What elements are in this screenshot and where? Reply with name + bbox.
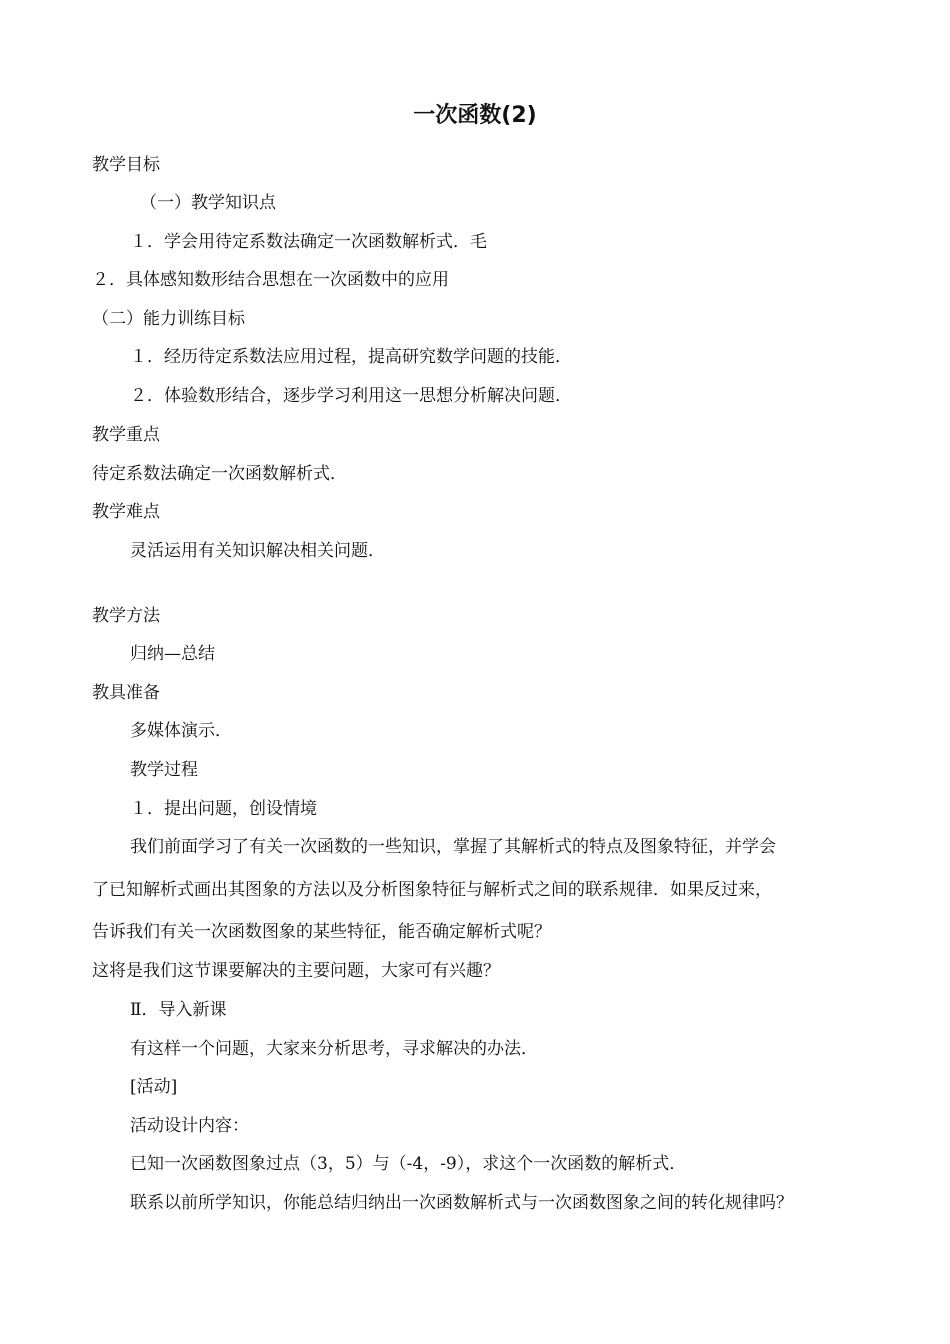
- subheading-ability-goals: （二）能力训练目标: [92, 309, 245, 329]
- subheading-knowledge-points: （一）教学知识点: [140, 193, 276, 213]
- text-line: Ⅱ．导入新课: [130, 1000, 227, 1020]
- text-line: 归纳—总结: [130, 644, 215, 664]
- text-line: 灵活运用有关知识解决相关问题．: [130, 541, 385, 561]
- text-line: [活动]: [130, 1077, 178, 1097]
- document-title: 一次函数(2): [413, 103, 537, 128]
- text-line: 有这样一个问题，大家来分析思考，寻求解决的办法．: [130, 1039, 538, 1059]
- heading-teaching-method: 教学方法: [92, 606, 160, 626]
- text-line: 已知一次函数图象过点（3，5）与（-4，-9），求这个一次函数的解析式．: [130, 1154, 687, 1174]
- text-line: 待定系数法确定一次函数解析式．: [92, 464, 347, 484]
- text-line: 我们前面学习了有关一次函数的一些知识，掌握了其解析式的特点及图象特征，并学会: [130, 837, 776, 857]
- text-line: １．学会用待定系数法确定一次函数解析式．毛: [130, 232, 487, 252]
- heading-teaching-aids: 教具准备: [92, 683, 160, 703]
- text-line: ２．具体感知数形结合思想在一次函数中的应用: [92, 270, 449, 290]
- heading-key-points: 教学重点: [92, 425, 160, 445]
- heading-difficulties: 教学难点: [92, 502, 160, 522]
- text-line: 这将是我们这节课要解决的主要问题，大家可有兴趣？: [92, 961, 500, 981]
- text-line: １．提出问题，创设情境: [130, 799, 317, 819]
- text-line: 活动设计内容：: [130, 1116, 249, 1136]
- text-line: 联系以前所学知识，你能总结归纳出一次函数解析式与一次函数图象之间的转化规律吗？: [130, 1193, 793, 1213]
- text-line: ２．体验数形结合，逐步学习利用这一思想分析解决问题．: [130, 386, 572, 406]
- text-line: 多媒体演示．: [130, 721, 232, 741]
- text-line: １．经历待定系数法应用过程，提高研究数学问题的技能．: [130, 347, 572, 367]
- text-line: 告诉我们有关一次函数图象的某些特征，能否确定解析式呢？: [92, 922, 551, 942]
- text-line: 了已知解析式画出其图象的方法以及分析图象特征与解析式之间的联系规律．如果反过来，: [92, 880, 772, 900]
- heading-teaching-process: 教学过程: [130, 760, 198, 780]
- heading-teaching-goals: 教学目标: [92, 155, 160, 175]
